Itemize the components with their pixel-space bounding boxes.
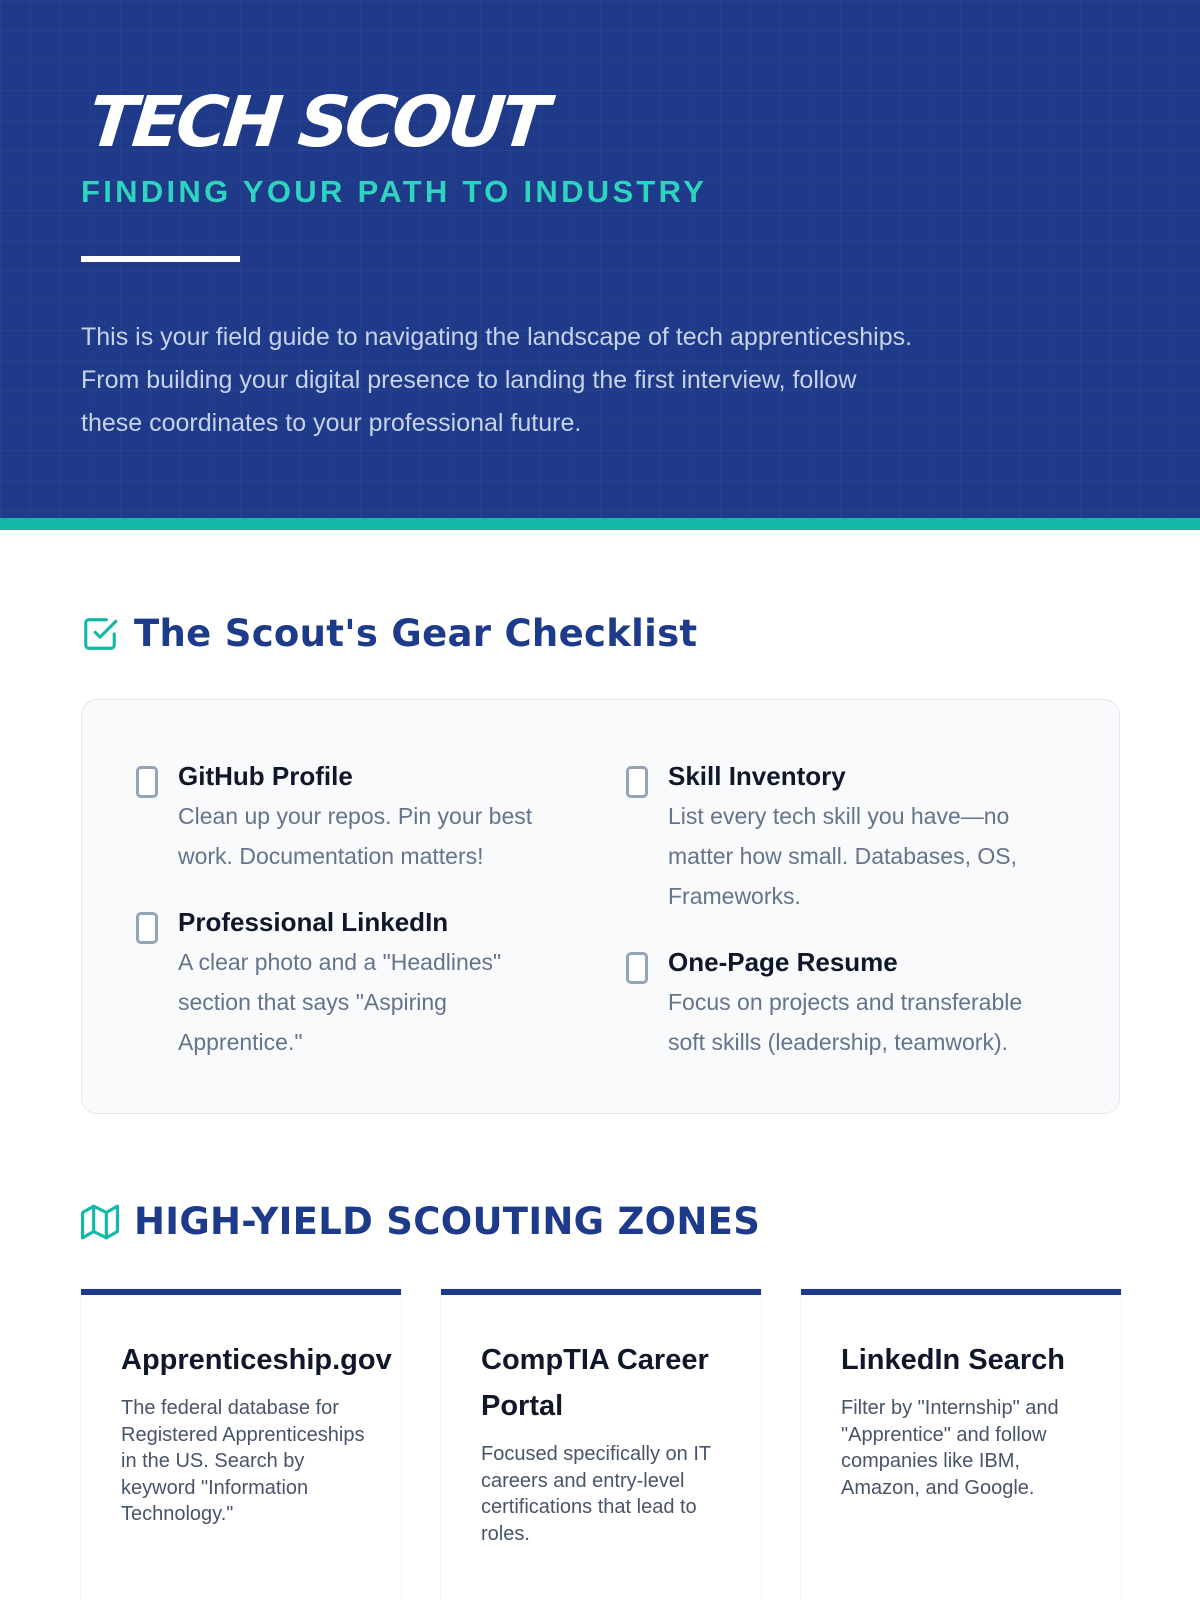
checklist-title: The Scout's Gear Checklist	[134, 612, 698, 655]
page-subtitle: FINDING YOUR PATH TO INDUSTRY	[81, 174, 708, 209]
checklist-column-right	[626, 758, 1086, 1113]
map-icon	[81, 1203, 119, 1241]
zone-card-title: Apprenticeship.gov	[121, 1344, 392, 1376]
checklist-item-description: A clear photo and a "Headlines" section that says "Aspiring Apprentice."	[178, 949, 502, 1055]
zone-card-description: Filter by "Internship" and "Apprentice" and follow companies like IBM, Amazon, and Google.	[841, 1397, 1059, 1499]
zone-card-description: The federal database for Registered Apprenticeships in the US. Search by keyword "Information Technology."	[121, 1397, 365, 1525]
checklist-item-resume[interactable]	[626, 944, 1086, 1062]
zone-card-title: LinkedIn Search	[841, 1344, 1066, 1376]
hero-divider	[81, 256, 240, 262]
checklist-item-title: GitHub Profile	[178, 761, 353, 791]
checklist-item-description: Clean up your repos. Pin your best work. Documentation matters!	[178, 803, 533, 869]
checklist-item-skill-inventory[interactable]	[626, 758, 1086, 916]
zone-card-title: CompTIA Career Portal	[481, 1344, 709, 1422]
checklist-item-github[interactable]	[136, 758, 626, 876]
checklist-item-title: Professional LinkedIn	[178, 907, 449, 937]
checklist-item-title: Skill Inventory	[668, 761, 846, 791]
checkbox[interactable]	[136, 912, 158, 944]
hero-intro: This is your field guide to navigating the landscape of tech apprenticeships. From building your digital presence to landing the first interview, follow these coordinates to your professional future.	[81, 323, 913, 437]
checklist-item-title: One-Page Resume	[668, 947, 898, 977]
checkbox[interactable]	[626, 766, 648, 798]
page-title: TECH SCOUT	[84, 81, 550, 163]
zone-card-description: Focused specifically on IT careers and entry-level certifications that lead to roles.	[481, 1443, 711, 1545]
zone-card-linkedin-search	[801, 1289, 1121, 1600]
check-square-icon	[81, 615, 119, 653]
zones-heading	[81, 1200, 1200, 1243]
checklist-item-linkedin[interactable]	[136, 904, 626, 1062]
zone-card-apprenticeship-gov	[81, 1289, 401, 1600]
zone-card-comptia	[441, 1289, 761, 1600]
checkbox[interactable]	[626, 952, 648, 984]
checklist-item-description: List every tech skill you have—no matter how small. Databases, OS, Frameworks.	[668, 803, 1017, 909]
checkbox[interactable]	[136, 766, 158, 798]
checklist-item-description: Focus on projects and transferable soft skills (leadership, teamwork).	[668, 989, 1023, 1055]
checklist-heading	[81, 612, 1200, 655]
hero-banner	[0, 0, 1200, 530]
zones-section	[0, 1200, 1200, 1600]
checklist-section	[0, 612, 1200, 1114]
checklist-card	[81, 699, 1120, 1114]
checklist-column-left	[136, 758, 626, 1113]
zone-cards	[81, 1289, 1119, 1600]
zones-title: HIGH-YIELD SCOUTING ZONES	[134, 1200, 761, 1243]
